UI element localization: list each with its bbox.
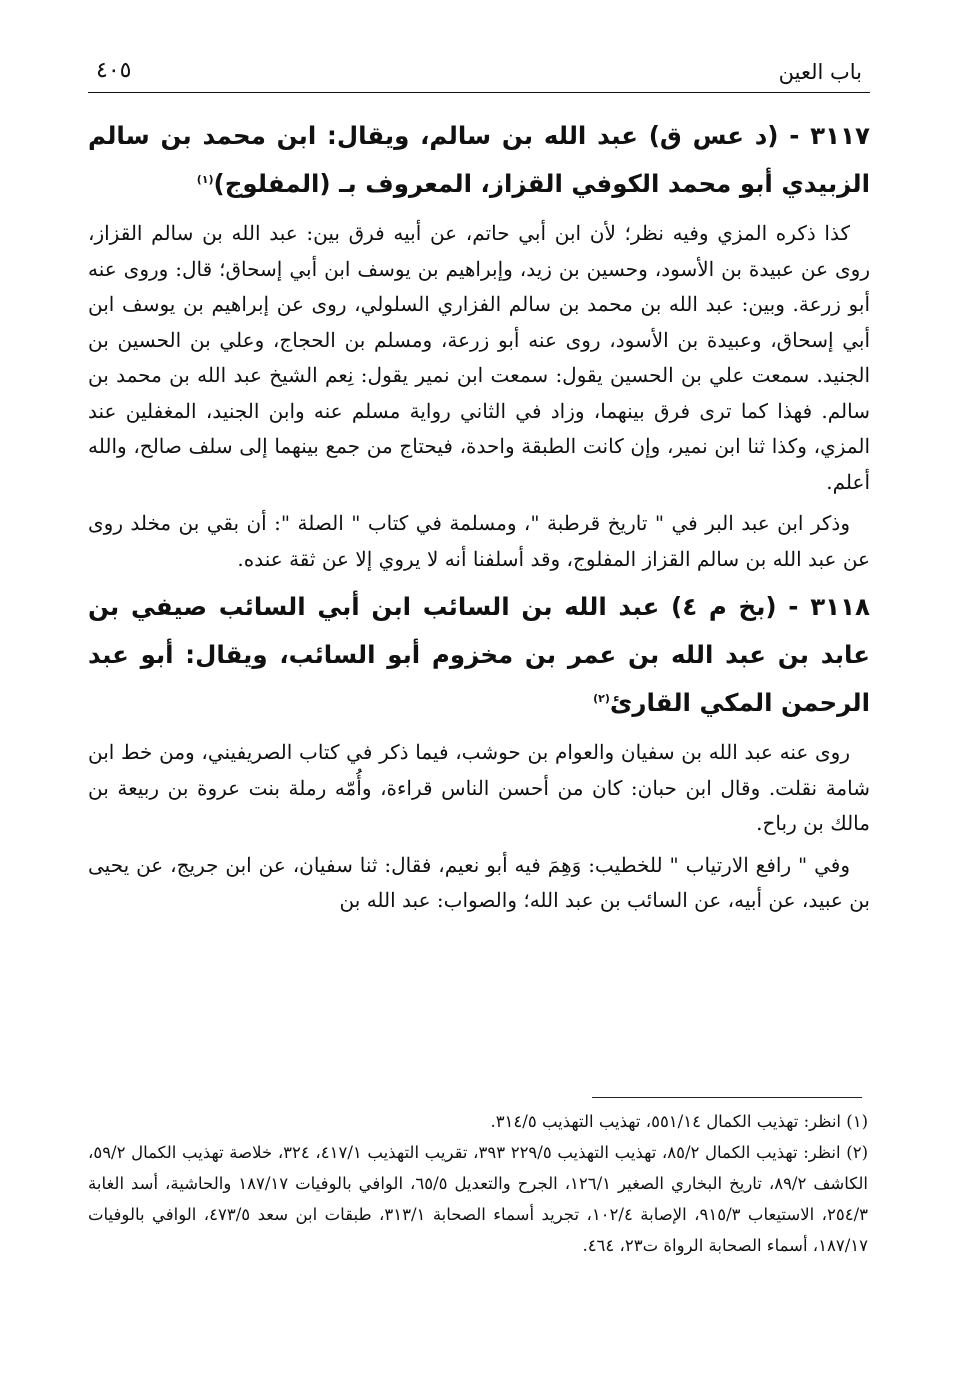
entry-3118-paragraph-1: روى عنه عبد الله بن سفيان والعوام بن حوشب، فيما ذكر في كتاب الصريفيني، ومن خط ابن شامة نقلت. وقال ابن حبان: كان من أحسن الناس قراءة، وأُمّه رملة بنت عروة بن ربيعة بن مالك بن رباح. (88, 740, 870, 835)
entry-3118-heading-text: ٣١١٨ - (بخ م ٤) عبد الله بن السائب ابن أبي السائب صيفي بن عابد بن عبد الله بن عمر بن مخزوم أبو السائب، ويقال: أبو عبد الرحمن المكي القارئ (88, 592, 871, 717)
entry-3118-paragraph-2: وفي " رافع الارتياب " للخطيب: وَهِمَ فيه أبو نعيم، فقال: ثنا سفيان، عن ابن جريج، عن يحيى بن عبيد، عن أبيه، عن السائب بن عبد الله؛ والصواب: عبد الله بن (88, 852, 870, 912)
page-number: ٤٠٥ (96, 58, 132, 83)
footnotes (88, 1106, 868, 1261)
entry-3117-heading-text: ٣١١٧ - (د عس ق) عبد الله بن سالم، ويقال: ابن محمد بن سالم الزبيدي أبو محمد الكوفي القزاز، المعروف بـ (المفلوج) (88, 121, 870, 198)
footnote-ref-1: (١) (196, 172, 214, 186)
entry-3118-heading (88, 583, 870, 727)
footnote-1: (١) انظر: تهذيب الكمال ٥٥١/١٤، تهذيب التهذيب ٣١٤/٥. (490, 1112, 868, 1131)
footnote-2: (٢) انظر: تهذيب الكمال ٨٥/٢، تهذيب التهذيب ٢٢٩/٥ ٣٩٣، تقريب التهذيب ٤١٧/١، ٣٢٤، خلاصة تهذيب الكمال ٥٩/٢، الكاشف ٨٩/٢، تاريخ البخاري الصغير ١٢٦/١، الجرح والتعديل ٦٥/٥، الوافي بالوفيات ١٨٧/١٧ والحاشية، أسد الغابة ٢٥٤/٣، الاستيعاب ٩١٥/٣، الإصابة ١٠٢/٤، تجريد أسماء الصحابة ٣١٣/١، طبقات ابن سعد ٤٧٣/٥، الوافي بالوفيات ١٨٧/١٧، أسماء الصحابة الرواة ت٢٣، ٤٦٤. (88, 1143, 868, 1255)
footnote-separator (592, 1097, 862, 1098)
chapter-title: باب العين (778, 60, 862, 84)
entry-3117-paragraph-2: وذكر ابن عبد البر في " تاريخ قرطبة "، ومسلمة في كتاب " الصلة ": أن بقي بن مخلد روى عن عبد الله بن سالم القزاز المفلوج، وقد أسلفنا أنه لا يروي إلا عن ثقة عنده. (88, 511, 870, 571)
main-text (88, 112, 870, 919)
header-rule (88, 92, 870, 93)
running-header (90, 52, 862, 92)
footnote-ref-2: (٢) (593, 691, 610, 705)
entry-3117-heading (88, 112, 870, 208)
entry-3117-paragraph-1: كذا ذكره المزي وفيه نظر؛ لأن ابن أبي حاتم، عن أبيه فرق بين: عبد الله بن سالم القزاز، روى عن عبيدة بن الأسود، وحسين بن زيد، وإبراهيم بن يوسف ابن أبي إسحاق؛ قال: وروى عنه أبو زرعة. وبين: عبد الله بن محمد بن سالم الفزاري السلولي، روى عن إبراهيم بن يوسف ابن أبي إسحاق، وعبيدة بن الأسود، روى عنه أبو زرعة، ومسلم بن الحجاج، وعلي بن الحسين بن الجنيد. سمعت علي بن الحسين يقول: سمعت ابن نمير يقول: نِعم الشيخ عبد الله بن محمد بن سالم. فهذا كما ترى فرق بينهما، وزاد في الثاني رواية مسلم عنه وابن الجنيد، المغفلين عند المزي، وكذا ثنا ابن نمير، وإن كانت الطبقة واحدة، فيحتاج من جمع بينهما إلى سلف صالح، والله أعلم. (88, 221, 870, 494)
